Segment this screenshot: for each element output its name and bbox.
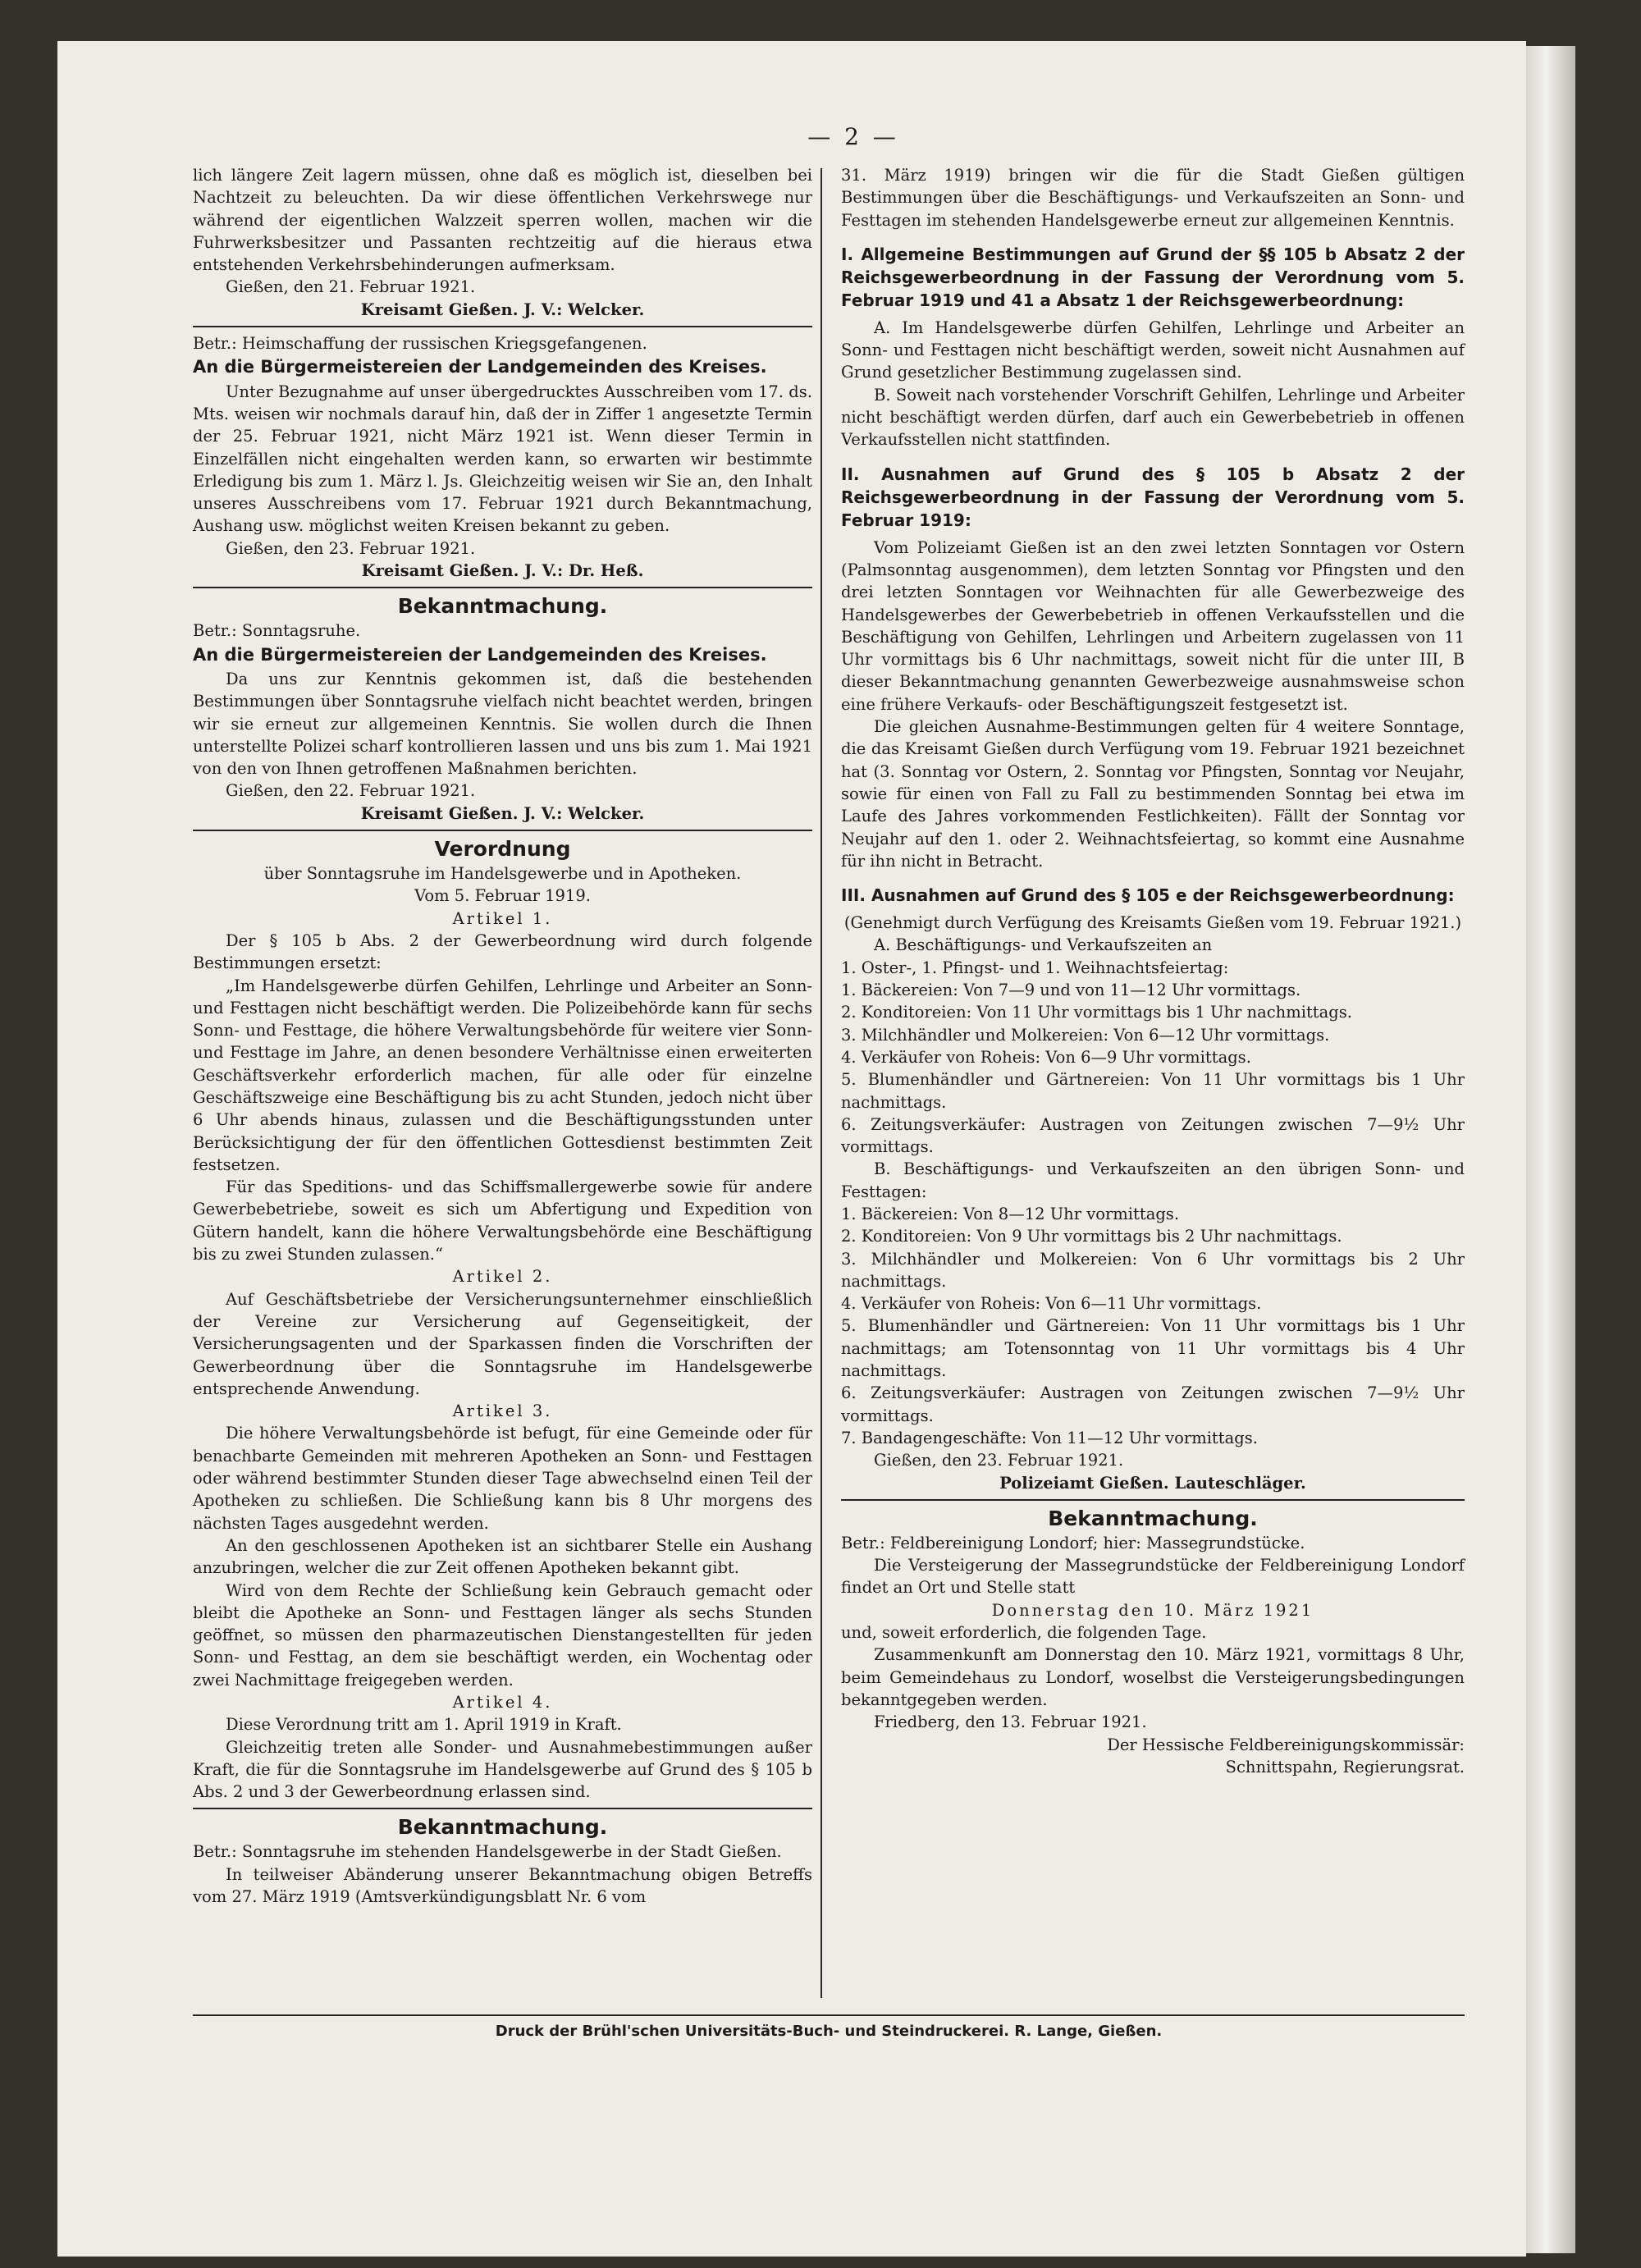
list-item: 4. Verkäufer von Roheis: Von 6—9 Uhr vormittags. xyxy=(841,1047,1251,1067)
section-heading: I. Allgemeine Bestimmungen auf Grund der §§ 105 b Absatz 2 der Reichsgewerbeordnung in der Fassung der Verordnung vom 5. Februar 1919 und 41 a Absatz 1 der Reichsgewerbeordnung: xyxy=(841,244,1465,310)
list-item: 4. Verkäufer von Roheis: Von 6—11 Uhr vormittags. xyxy=(841,1294,1262,1314)
article-heading: Artikel 1. xyxy=(452,908,553,928)
list-item: 5. Blumenhändler und Gärtnereien: Von 11 Uhr vormittags bis 1 Uhr nachmittags; am Totensonntag von 11 Uhr vormittags bis 4 Uhr nachmittags. xyxy=(841,1316,1465,1381)
notice-signature: Kreisamt Gießen. J. V.: Welcker. xyxy=(360,803,645,823)
list-item: 3. Milchhändler und Molkereien: Von 6—12 Uhr vormittags. xyxy=(841,1025,1330,1045)
article-text: An den geschlossenen Apotheken ist an sichtbarer Stelle ein Aushang anzubringen, welcher die zur Zeit offenen Apotheken bekannt gibt. xyxy=(193,1535,812,1578)
rule xyxy=(193,326,812,327)
page-edge xyxy=(1526,46,1575,2253)
list-item: 3. Milchhändler und Molkereien: Von 6 Uhr vormittags bis 2 Uhr nachmittags. xyxy=(841,1249,1465,1291)
ordinance-title: Verordnung xyxy=(434,837,571,862)
article-text: „Im Handelsgewerbe dürfen Gehilfen, Lehrlinge und Arbeiter an Sonn- und Festtagen nicht beschäftigt werden. Die Polizeibehörde kann für sechs Sonn- und Festtage, die höhere Verwaltungsbehörde für weitere vier Sonn- und Festtage im Jahre, an denen besondere Verhältnisse einen erweiterten Geschäftsverkehr erforderlich machen, für alle oder für einzelne Geschäftszweige eine Beschäftigung bis zu acht Stunden, jedoch nicht über 6 Uhr abends hinaus, zulassen und die Beschäftigungsstunden unter Berücksichtigung der für den öffentlichen Gottesdienst bestimmten Zeit festsetzen. xyxy=(193,976,812,1174)
article-text: Auf Geschäftsbetriebe der Versicherungsunternehmer einschließlich der Vereine zur Versicherung auf Gegenseitigkeit, der Versicherungsagenten und der Sparkassen finden die Vorschriften der Gewerbeordnung über die Sonntagsruhe im Handelsgewerbe entsprechende Anwendung. xyxy=(193,1289,812,1398)
article-text: Der § 105 b Abs. 2 der Gewerbeordnung wird durch folgende Bestimmungen ersetzt: xyxy=(193,931,812,973)
list-item: 2. Konditoreien: Von 11 Uhr vormittags bis 1 Uhr nachmittags. xyxy=(841,1003,1352,1022)
list-item: 1. Oster-, 1. Pfingst- und 1. Weihnachtsfeiertag: xyxy=(841,958,1229,977)
list-heading: A. Beschäftigungs- und Verkaufszeiten an xyxy=(874,935,1213,955)
section-date: Gießen, den 23. Februar 1921. xyxy=(874,1451,1124,1470)
article-heading: Artikel 4. xyxy=(452,1693,553,1712)
notice-title: Bekanntmachung. xyxy=(1048,1506,1258,1530)
notice-signature: Kreisamt Gießen. J. V.: Dr. Heß. xyxy=(361,561,644,581)
article-text: Diese Verordnung tritt am 1. April 1919 in Kraft. xyxy=(226,1715,622,1735)
printer-imprint: Druck der Brühl'schen Universitäts-Buch- und Steindruckerei. R. Lange, Gießen. xyxy=(193,2014,1465,2040)
section-text: A. Im Handelsgewerbe dürfen Gehilfen, Lehrlinge und Arbeiter an Sonn- und Festtagen nicht beschäftigt werden, soweit nicht Ausnahmen auf Grund gesetzlicher Bestimmung zugelassen sind. xyxy=(841,318,1465,382)
list-item: 6. Zeitungsverkäufer: Austragen von Zeitungen zwischen 7—9½ Uhr vormittags. xyxy=(841,1114,1465,1157)
section-heading: II. Ausnahmen auf Grund des § 105 b Absatz 2 der Reichsgewerbeordnung in der Fassung der Verordnung vom 5. Februar 1919: xyxy=(841,464,1465,530)
list-item: 5. Blumenhändler und Gärtnereien: Von 11 Uhr vormittags bis 1 Uhr nachmittags. xyxy=(841,1070,1465,1112)
notice-signature: Schnittspahn, Regierungsrat. xyxy=(1225,1757,1465,1776)
notice-address: An die Bürgermeistereien der Landgemeinden des Kreises. xyxy=(193,644,767,665)
ordinance-subtitle: über Sonntagsruhe im Handelsgewerbe und in Apotheken. xyxy=(263,864,742,884)
notice-date: Gießen, den 22. Februar 1921. xyxy=(226,781,476,801)
section-subtitle: (Genehmigt durch Verfügung des Kreisamts Gießen vom 19. Februar 1921.) xyxy=(843,913,1462,933)
notice-text: Da uns zur Kenntnis gekommen ist, daß die bestehenden Bestimmungen über Sonntagsruhe vielfach nicht beachtet werden, bringen wir sie erneut zur allgemeinen Kenntnis. Sie wollen durch die Ihnen unterstellte Polizei scharf kontrollieren lassen und uns bis zum 1. Mai 1921 von den von Ihnen getroffenen Maßnahmen berichten. xyxy=(193,669,812,779)
rule xyxy=(841,1499,1465,1501)
left-column xyxy=(193,164,812,1908)
notice-date-line: Donnerstag den 10. März 1921 xyxy=(991,1600,1314,1620)
section-text: Die gleichen Ausnahme-Bestimmungen gelten für 4 weitere Sonntage, die das Kreisamt Gießen durch Verfügung vom 19. Februar 1921 bezeichnet hat (3. Sonntag vor Ostern, 2. Sonntag vor Pfingsten, Sonntag vor Neujahr, sowie für einen von Fall zu Fall zu bestimmenden Sonntag bei etwa im Laufe des Jahres vorkommenden Festlichkeiten). Fällt der Sonntag vor Neujahr auf den 1. oder 2. Weihnachtsfeiertag, so kommt eine Ausnahme für ihn nicht in Betracht. xyxy=(841,717,1465,871)
section-heading: III. Ausnahmen auf Grund des § 105 e der Reichsgewerbeordnung: xyxy=(841,885,1455,906)
ordinance-date: Vom 5. Februar 1919. xyxy=(414,886,591,906)
page-number: — 2 — xyxy=(807,123,899,150)
article-text: Wird von dem Rechte der Schließung kein Gebrauch gemacht oder bleibt die Apotheke an Sonn- und Festtagen länger als sechs Stunden geöffnet, so müssen den pharmazeutischen Dienstangestellten für jeden Sonn- und Festtag, an dem sie beschäftigt werden, ein Wochentag oder zwei Nachmittage freigegeben werden. xyxy=(193,1580,812,1690)
rule xyxy=(193,830,812,831)
notice-signature: Der Hessische Feldbereinigungskommissär: xyxy=(1107,1735,1465,1754)
notice-address: An die Bürgermeistereien der Landgemeinden des Kreises. xyxy=(193,357,767,377)
notice-text: und, soweit erforderlich, die folgenden Tage. xyxy=(841,1623,1207,1643)
notice-text: Unter Bezugnahme auf unser übergedrucktes Ausschreiben vom 17. ds. Mts. weisen wir nochmals darauf hin, daß der in Ziffer 1 angesetzte Termin der 25. Februar 1921, nicht März 1921 ist. Wenn dieser Termin in Einzelfällen nicht eingehalten werden kann, so erwarten wir bestimmte Erledigung bis zum 1. März l. Js. Gleichzeitig weisen wir Sie an, den Inhalt unseres Ausschreibens vom 17. Februar 1921 durch Bekanntmachung, Aushang usw. möglichst weiten Kreisen bekannt zu geben. xyxy=(193,382,812,536)
notice-betr: Betr.: Feldbereinigung Londorf; hier: Massegrundstücke. xyxy=(841,1533,1305,1552)
article-heading: Artikel 2. xyxy=(452,1267,553,1287)
list-item: 7. Bandagengeschäfte: Von 11—12 Uhr vormittags. xyxy=(841,1428,1258,1447)
notice-date: Gießen, den 23. Februar 1921. xyxy=(226,538,476,558)
list-item: 6. Zeitungsverkäufer: Austragen von Zeitungen zwischen 7—9½ Uhr vormittags. xyxy=(841,1383,1465,1425)
notice-continuation: 31. März 1919) bringen wir die für die Stadt Gießen gültigen Bestimmungen über die Beschäftigungs- und Verkaufszeiten an Sonn- und Festtagen im stehenden Handelsgewerbe erneut zur allgemeinen Kenntnis. xyxy=(841,166,1465,230)
article-text: Die höhere Verwaltungsbehörde ist befugt, für eine Gemeinde oder für benachbarte Gemeinden mit mehreren Apotheken an Sonn- und Festtagen oder während bestimmter Stunden dieser Tage abwechselnd einen Teil der Apotheken zu schließen. Die Schließung kann bis 8 Uhr morgens des nächsten Tages ausgedehnt werden. xyxy=(193,1424,812,1533)
notice-title: Bekanntmachung. xyxy=(397,594,608,619)
section-text: Vom Polizeiamt Gießen ist an den zwei letzten Sonntagen vor Ostern (Palmsonntag ausgenommen), dem letzten Sonntag vor Pfingsten und den drei letzten Sonntagen vor Weihnachten für alle Gewerbezweige des Handelsgewerbes der Gewerbebetrieb in offenen Verkaufsstellen und die Beschäftigung von Gehilfen, Lehrlingen und Arbeitern zugelassen von 11 Uhr vormittags bis 6 Uhr nachmittags, soweit nicht für die unter III, B dieser Bekanntmachung genannten Gewerbezweige ausnahmsweise schon eine frühere Verkaufs- oder Beschäftigungszeit festgesetzt ist. xyxy=(841,537,1465,714)
list-item: 1. Bäckereien: Von 8—12 Uhr vormittags. xyxy=(841,1204,1180,1223)
intro-text: lich längere Zeit lagern müssen, ohne daß es möglich ist, dieselben bei Nachtzeit zu beleuchten. Da wir diese öffentlichen Verkehrswege nur während der eigentlichen Walzzeit sperren wollen, machen wir die Fuhrwerksbesitzer und Passanten rechtzeitig auf die hieraus etwa entstehenden Verkehrsbehinderungen aufmerksam. xyxy=(193,166,812,275)
rule xyxy=(193,1808,812,1809)
column-divider xyxy=(820,168,822,1998)
list-heading: B. Beschäftigungs- und Verkaufszeiten an den übrigen Sonn- und Festtagen: xyxy=(841,1159,1465,1201)
notice-text: Die Versteigerung der Massegrundstücke der Feldbereinigung Londorf findet an Ort und Stelle statt xyxy=(841,1556,1465,1598)
notice-title: Bekanntmachung. xyxy=(397,1815,608,1840)
section-text: B. Soweit nach vorstehender Vorschrift Gehilfen, Lehrlinge und Arbeiter nicht beschäftigt werden dürfen, darf auch ein Gewerbebetrieb in offenen Verkaufsstellen nicht stattfinden. xyxy=(841,385,1465,450)
notice-text: In teilweiser Abänderung unserer Bekanntmachung obigen Betreffs vom 27. März 1919 (Amtsverkündigungsblatt Nr. 6 vom xyxy=(193,1864,812,1907)
notice-text: Zusammenkunft am Donnerstag den 10. März 1921, vormittags 8 Uhr, beim Gemeindehaus zu Londorf, woselbst die Versteigerungsbedingungen bekanntgegeben werden. xyxy=(841,1645,1465,1709)
notice-betr: Betr.: Heimschaffung der russischen Kriegsgefangenen. xyxy=(193,334,647,354)
article-text: Gleichzeitig treten alle Sonder- und Ausnahmebestimmungen außer Kraft, die für die Sonntagsruhe im Handelsgewerbe auf Grund des § 105 b Abs. 2 und 3 der Gewerbeordnung erlassen sind. xyxy=(193,1737,812,1802)
intro-date: Gießen, den 21. Februar 1921. xyxy=(226,277,476,297)
notice-betr: Betr.: Sonntagsruhe im stehenden Handelsgewerbe in der Stadt Gießen. xyxy=(193,1842,782,1862)
section-signature: Polizeiamt Gießen. Lauteschläger. xyxy=(999,1473,1306,1493)
article-heading: Artikel 3. xyxy=(452,1401,553,1421)
right-column xyxy=(841,164,1465,1778)
article-text: Für das Speditions- und das Schiffsmallergewerbe sowie für andere Gewerbebetriebe, soweit es sich um Abfertigung und Expedition von Gütern handelt, kann die höhere Verwaltungsbehörde eine Beschäftigung bis zu zwei Stunden zulassen.“ xyxy=(193,1177,812,1264)
intro-signature: Kreisamt Gießen. J. V.: Welcker. xyxy=(360,300,645,319)
list-item: 2. Konditoreien: Von 9 Uhr vormittags bis 2 Uhr nachmittags. xyxy=(841,1227,1342,1246)
list-item: 1. Bäckereien: Von 7—9 und von 11—12 Uhr vormittags. xyxy=(841,981,1301,1000)
notice-betr: Betr.: Sonntagsruhe. xyxy=(193,621,361,641)
rule xyxy=(193,587,812,588)
notice-date: Friedberg, den 13. Februar 1921. xyxy=(874,1712,1147,1732)
